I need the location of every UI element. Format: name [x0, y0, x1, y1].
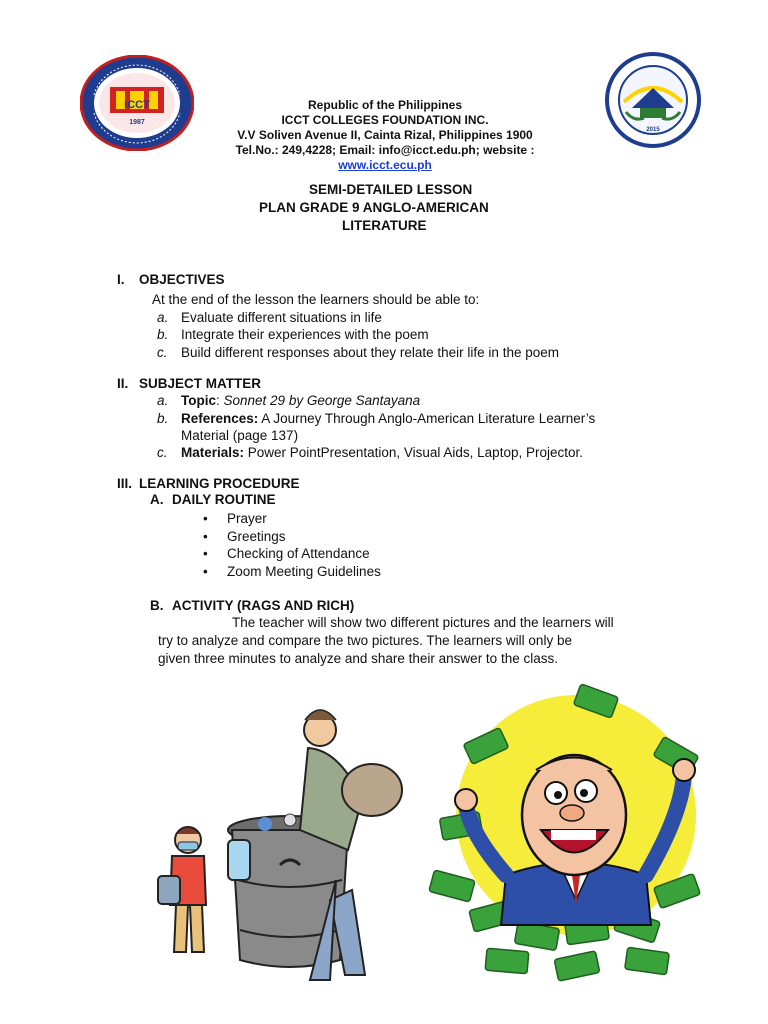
title-line-3: LITERATURE — [342, 218, 427, 233]
list-item — [203, 511, 267, 526]
section-objectives-heading — [117, 272, 225, 287]
title-line-1: SEMI-DETAILED LESSON — [309, 182, 473, 197]
section-number: II. — [117, 376, 129, 391]
header-country: Republic of the Philippines — [307, 98, 462, 112]
item-label: c. — [157, 445, 168, 460]
activity-text-line: try to analyze and compare the two pictures. The learners will only be — [158, 633, 572, 648]
item-label: a. — [157, 393, 169, 408]
section-procedure-heading — [117, 476, 300, 491]
item-text: Build different responses about they relate their life in the poem — [181, 345, 559, 360]
rich-illustration — [426, 675, 716, 990]
list-item — [203, 564, 381, 579]
objective-item — [157, 344, 559, 361]
references-value-cont: Material (page 137) — [181, 428, 299, 443]
school-header — [190, 98, 580, 173]
item-label: a. — [157, 310, 169, 325]
bullet: • — [203, 511, 208, 526]
title-line-2: PLAN GRADE 9 ANGLO-AMERICAN — [259, 200, 489, 215]
section-subject-matter-heading — [117, 376, 261, 391]
rags-illustration — [140, 690, 430, 990]
list-item-text: Zoom Meeting Guidelines — [227, 564, 381, 579]
section-title: OBJECTIVES — [139, 272, 225, 287]
topic-label: Topic — [181, 393, 216, 408]
bullet: • — [203, 546, 208, 561]
header-school-name: ICCT COLLEGES FOUNDATION INC. — [281, 113, 489, 127]
logo-year: 1987 — [129, 119, 145, 126]
objective-item — [157, 309, 382, 326]
item-label: b. — [157, 411, 169, 426]
list-item-text: Greetings — [227, 529, 286, 544]
list-item — [203, 546, 370, 561]
activity-text-line: given three minutes to analyze and share their answer to the class. — [158, 651, 558, 666]
header-contact: Tel.No.: 249,4228; Email: info@icct.edu.ph; website : — [235, 143, 535, 157]
section-title: LEARNING PROCEDURE — [139, 476, 300, 491]
objectives-intro: At the end of the lesson the learners should be able to: — [152, 292, 480, 307]
subsection-number: A. — [150, 492, 164, 507]
cte-logo — [604, 52, 702, 148]
topic-value: Sonnet 29 by George Santayana — [223, 393, 421, 408]
item-label: c. — [157, 345, 168, 360]
website-link[interactable]: www.icct.ecu.ph — [338, 158, 432, 172]
icct-logo — [80, 55, 194, 151]
daily-routine-heading — [150, 492, 276, 507]
section-title: SUBJECT MATTER — [139, 376, 262, 391]
references-line — [157, 410, 595, 427]
objective-item — [157, 326, 429, 343]
logo-year: 2015 — [646, 127, 660, 133]
subsection-number: B. — [150, 598, 164, 613]
materials-line — [157, 444, 583, 461]
item-text: Integrate their experiences with the poem — [181, 327, 429, 342]
materials-label: Materials: — [181, 445, 245, 460]
topic-line — [157, 392, 420, 409]
header-address: V.V Soliven Avenue II, Cainta Rizal, Philippines 1900 — [237, 128, 533, 142]
references-label: References: — [181, 411, 259, 426]
list-item-text: Prayer — [227, 511, 267, 526]
topic-colon: : — [216, 393, 224, 408]
bullet: • — [203, 529, 208, 544]
section-number: III. — [117, 476, 133, 491]
subsection-title: DAILY ROUTINE — [172, 492, 276, 507]
section-number: I. — [117, 272, 125, 287]
materials-value: Power PointPresentation, Visual Aids, Laptop, Projector. — [244, 445, 583, 460]
references-value: A Journey Through Anglo-American Literature Learner’s — [258, 411, 596, 426]
bullet: • — [203, 564, 208, 579]
logo-center-text: ICCT — [124, 99, 150, 111]
activity-text-line: The teacher will show two different pictures and the learners will — [232, 615, 614, 630]
list-item — [203, 529, 286, 544]
activity-heading — [150, 598, 354, 613]
subsection-title: ACTIVITY (RAGS AND RICH) — [172, 598, 355, 613]
list-item-text: Checking of Attendance — [227, 546, 370, 561]
item-text: Evaluate different situations in life — [181, 310, 382, 325]
item-label: b. — [157, 327, 169, 342]
